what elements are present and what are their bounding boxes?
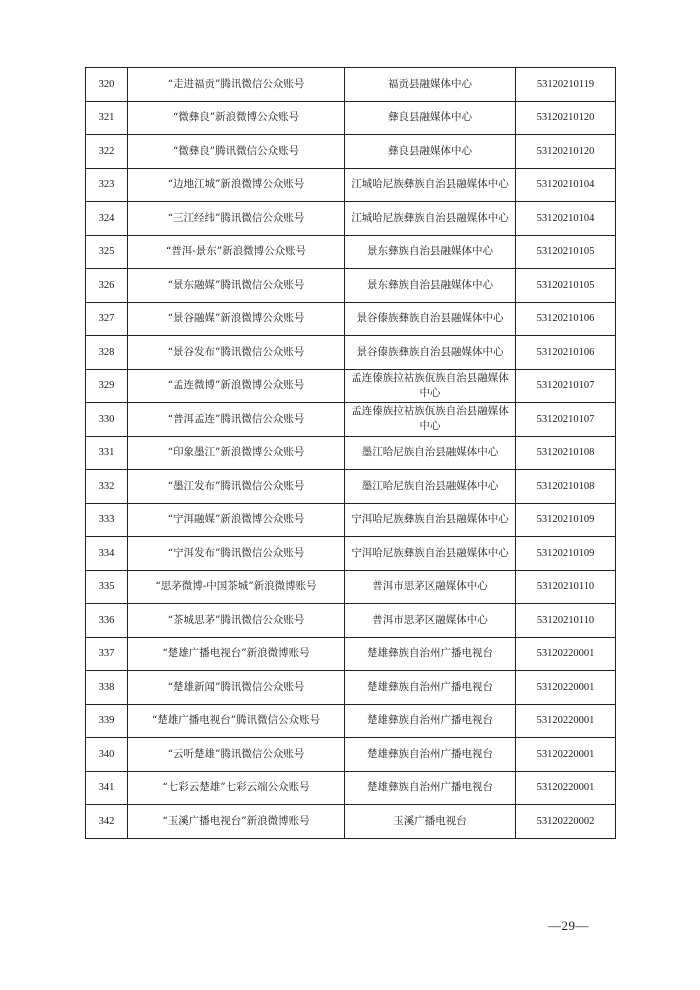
registry-table-body <box>86 68 616 839</box>
row-number: 337 <box>86 637 128 671</box>
row-number: 338 <box>86 671 128 705</box>
organization: 孟连傣族拉祜族佤族自治县融媒体中心 <box>345 369 516 403</box>
row-number: 339 <box>86 704 128 738</box>
license-code: 53120210108 <box>516 470 616 504</box>
table-row <box>86 771 616 805</box>
table-row <box>86 537 616 571</box>
account-name: “走进福贡”腾讯微信公众账号 <box>128 68 345 102</box>
row-number: 323 <box>86 168 128 202</box>
table-row <box>86 570 616 604</box>
account-name: “楚雄新闻”腾讯微信公众账号 <box>128 671 345 705</box>
row-number: 321 <box>86 101 128 135</box>
organization: 楚雄彝族自治州广播电视台 <box>345 671 516 705</box>
account-name: “微彝良”新浪微博公众账号 <box>128 101 345 135</box>
table-row <box>86 369 616 403</box>
account-name: “玉溪广播电视台”新浪微博账号 <box>128 805 345 839</box>
table-row <box>86 68 616 102</box>
row-number: 325 <box>86 235 128 269</box>
table-row <box>86 470 616 504</box>
organization: 普洱市思茅区融媒体中心 <box>345 570 516 604</box>
table-row <box>86 436 616 470</box>
account-name: “景东融媒”腾讯微信公众账号 <box>128 269 345 303</box>
table-row <box>86 336 616 370</box>
license-code: 53120210104 <box>516 202 616 236</box>
row-number: 327 <box>86 302 128 336</box>
row-number: 334 <box>86 537 128 571</box>
organization: 玉溪广播电视台 <box>345 805 516 839</box>
organization: 宁洱哈尼族彝族自治县融媒体中心 <box>345 503 516 537</box>
row-number: 333 <box>86 503 128 537</box>
row-number: 324 <box>86 202 128 236</box>
organization: 江城哈尼族彝族自治县融媒体中心 <box>345 168 516 202</box>
row-number: 336 <box>86 604 128 638</box>
table-row <box>86 101 616 135</box>
license-code: 53120210105 <box>516 269 616 303</box>
organization: 景东彝族自治县融媒体中心 <box>345 269 516 303</box>
license-code: 53120210107 <box>516 369 616 403</box>
table-row <box>86 671 616 705</box>
license-code: 53120210105 <box>516 235 616 269</box>
account-name: “景谷发布”腾讯微信公众账号 <box>128 336 345 370</box>
license-code: 53120210109 <box>516 503 616 537</box>
license-code: 53120220001 <box>516 671 616 705</box>
row-number: 342 <box>86 805 128 839</box>
license-code: 53120210107 <box>516 403 616 437</box>
table-row <box>86 235 616 269</box>
row-number: 329 <box>86 369 128 403</box>
table-row <box>86 637 616 671</box>
account-name: “微彝良”腾讯微信公众账号 <box>128 135 345 169</box>
organization: 景东彝族自治县融媒体中心 <box>345 235 516 269</box>
organization: 楚雄彝族自治州广播电视台 <box>345 771 516 805</box>
account-name: “边地江城”新浪微博公众账号 <box>128 168 345 202</box>
row-number: 340 <box>86 738 128 772</box>
table-row <box>86 269 616 303</box>
account-name: “云听楚雄”腾讯微信公众账号 <box>128 738 345 772</box>
row-number: 320 <box>86 68 128 102</box>
license-code: 53120210104 <box>516 168 616 202</box>
license-code: 53120210120 <box>516 101 616 135</box>
account-name: “楚雄广播电视台”腾讯微信公众账号 <box>128 704 345 738</box>
row-number: 341 <box>86 771 128 805</box>
table-row <box>86 604 616 638</box>
row-number: 326 <box>86 269 128 303</box>
organization: 彝良县融媒体中心 <box>345 101 516 135</box>
account-name: “思茅微博-中国茶城”新浪微博账号 <box>128 570 345 604</box>
organization: 宁洱哈尼族彝族自治县融媒体中心 <box>345 537 516 571</box>
license-code: 53120210110 <box>516 604 616 638</box>
account-name: “印象墨江”新浪微博公众账号 <box>128 436 345 470</box>
license-code: 53120210120 <box>516 135 616 169</box>
row-number: 328 <box>86 336 128 370</box>
account-name: “普洱孟连”腾讯微信公众账号 <box>128 403 345 437</box>
organization: 墨江哈尼族自治县融媒体中心 <box>345 436 516 470</box>
row-number: 332 <box>86 470 128 504</box>
license-code: 53120220001 <box>516 738 616 772</box>
account-name: “茶城思茅”腾讯微信公众账号 <box>128 604 345 638</box>
table-row <box>86 168 616 202</box>
account-name: “普洱-景东”新浪微博公众账号 <box>128 235 345 269</box>
row-number: 331 <box>86 436 128 470</box>
organization: 彝良县融媒体中心 <box>345 135 516 169</box>
license-code: 53120210119 <box>516 68 616 102</box>
organization: 景谷傣族彝族自治县融媒体中心 <box>345 336 516 370</box>
account-name: “楚雄广播电视台”新浪微博账号 <box>128 637 345 671</box>
license-code: 53120220002 <box>516 805 616 839</box>
table-row <box>86 805 616 839</box>
license-code: 53120210106 <box>516 336 616 370</box>
table-row <box>86 503 616 537</box>
table-row <box>86 704 616 738</box>
license-code: 53120220001 <box>516 637 616 671</box>
organization: 楚雄彝族自治州广播电视台 <box>345 704 516 738</box>
license-code: 53120210106 <box>516 302 616 336</box>
account-name: “七彩云楚雄”七彩云端公众账号 <box>128 771 345 805</box>
account-name: “墨江发布”腾讯微信公众账号 <box>128 470 345 504</box>
page-number: —29— <box>548 918 589 933</box>
license-code: 53120220001 <box>516 704 616 738</box>
table-row <box>86 302 616 336</box>
organization: 普洱市思茅区融媒体中心 <box>345 604 516 638</box>
organization: 楚雄彝族自治州广播电视台 <box>345 637 516 671</box>
registry-table <box>85 67 616 839</box>
account-name: “宁洱发布”腾讯微信公众账号 <box>128 537 345 571</box>
license-code: 53120220001 <box>516 771 616 805</box>
account-name: “三江经纬”腾讯微信公众账号 <box>128 202 345 236</box>
account-name: “宁洱融媒”新浪微博公众账号 <box>128 503 345 537</box>
account-name: “孟连微博”新浪微博公众账号 <box>128 369 345 403</box>
account-name: “景谷融媒”新浪微博公众账号 <box>128 302 345 336</box>
row-number: 330 <box>86 403 128 437</box>
organization: 江城哈尼族彝族自治县融媒体中心 <box>345 202 516 236</box>
organization: 楚雄彝族自治州广播电视台 <box>345 738 516 772</box>
license-code: 53120210108 <box>516 436 616 470</box>
organization: 福贡县融媒体中心 <box>345 68 516 102</box>
license-code: 53120210110 <box>516 570 616 604</box>
row-number: 335 <box>86 570 128 604</box>
organization: 景谷傣族彝族自治县融媒体中心 <box>345 302 516 336</box>
organization: 孟连傣族拉祜族佤族自治县融媒体中心 <box>345 403 516 437</box>
table-row <box>86 202 616 236</box>
table-row <box>86 403 616 437</box>
row-number: 322 <box>86 135 128 169</box>
table-row <box>86 135 616 169</box>
table-row <box>86 738 616 772</box>
organization: 墨江哈尼族自治县融媒体中心 <box>345 470 516 504</box>
license-code: 53120210109 <box>516 537 616 571</box>
